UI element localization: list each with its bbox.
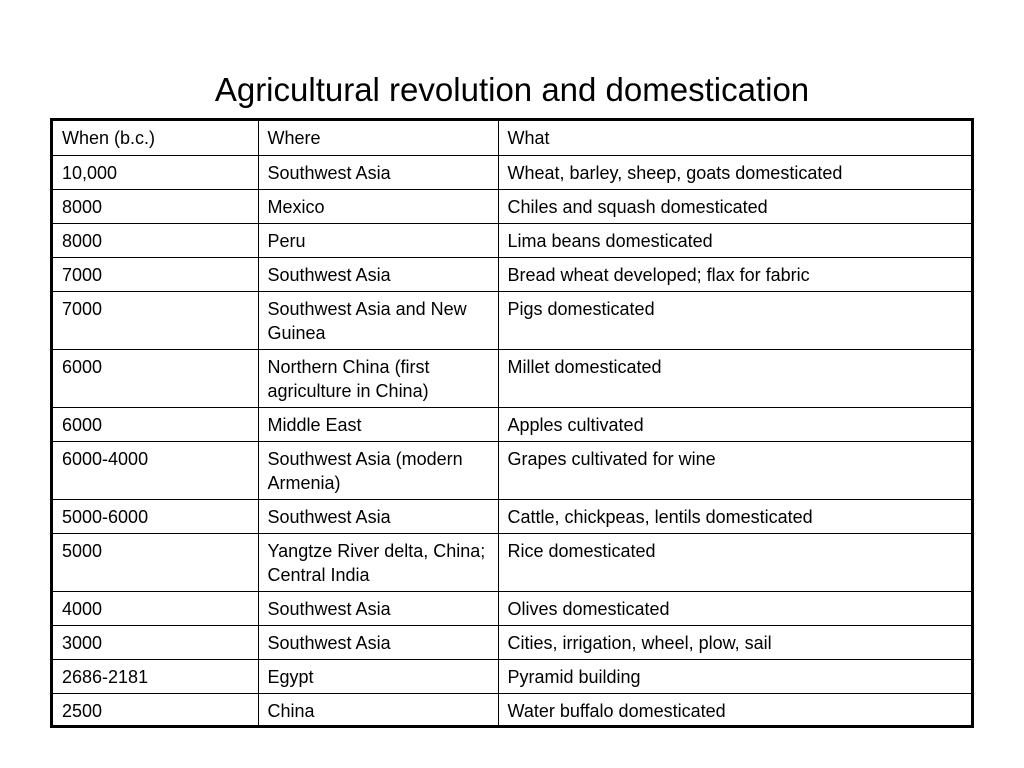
cell-what: Millet domesticated [498,349,971,407]
cell-when: 6000 [53,349,258,407]
header-when: When (b.c.) [53,121,258,155]
cell-when: 10,000 [53,155,258,189]
table-row [53,189,971,223]
cell-when: 8000 [53,189,258,223]
cell-when: 5000-6000 [53,499,258,533]
table-row [53,407,971,441]
cell-when: 6000 [53,407,258,441]
header-where: Where [258,121,498,155]
cell-where: Middle East [258,407,498,441]
cell-what: Pyramid building [498,659,971,693]
cell-where: Northern China (first agriculture in China) [258,349,498,407]
cell-where: Southwest Asia [258,155,498,189]
cell-when: 6000-4000 [53,441,258,499]
cell-where: Peru [258,223,498,257]
table-row [53,441,971,499]
cell-when: 2500 [53,693,258,727]
cell-when: 8000 [53,223,258,257]
cell-when: 2686-2181 [53,659,258,693]
cell-where: Southwest Asia and New Guinea [258,291,498,349]
cell-where: Yangtze River delta, China; Central India [258,533,498,591]
table-row [53,591,971,625]
table-header-row [53,121,971,155]
cell-where: Southwest Asia [258,257,498,291]
table-row [53,625,971,659]
cell-where: Egypt [258,659,498,693]
cell-what: Apples cultivated [498,407,971,441]
cell-where: Southwest Asia [258,591,498,625]
table-row [53,349,971,407]
cell-what: Pigs domesticated [498,291,971,349]
table-row [53,291,971,349]
cell-what: Cattle, chickpeas, lentils domesticated [498,499,971,533]
table-row [53,223,971,257]
cell-what: Rice domesticated [498,533,971,591]
table-row [53,257,971,291]
cell-where: Southwest Asia [258,499,498,533]
table-row [53,533,971,591]
table-row [53,659,971,693]
cell-what: Cities, irrigation, wheel, plow, sail [498,625,971,659]
cell-what: Grapes cultivated for wine [498,441,971,499]
cell-when: 7000 [53,257,258,291]
cell-what: Bread wheat developed; flax for fabric [498,257,971,291]
cell-where: Southwest Asia [258,625,498,659]
cell-when: 3000 [53,625,258,659]
table-row [53,693,971,727]
domestication-table [50,118,974,728]
cell-what: Wheat, barley, sheep, goats domesticated [498,155,971,189]
table-row [53,155,971,189]
cell-where: Southwest Asia (modern Armenia) [258,441,498,499]
cell-what: Olives domesticated [498,591,971,625]
cell-where: Mexico [258,189,498,223]
cell-when: 5000 [53,533,258,591]
cell-when: 4000 [53,591,258,625]
header-what: What [498,121,971,155]
cell-when: 7000 [53,291,258,349]
cell-what: Lima beans domesticated [498,223,971,257]
cell-what: Water buffalo domesticated [498,693,971,727]
table-row [53,499,971,533]
cell-where: China [258,693,498,727]
slide-title: Agricultural revolution and domestication [214,71,810,108]
cell-what: Chiles and squash domesticated [498,189,971,223]
